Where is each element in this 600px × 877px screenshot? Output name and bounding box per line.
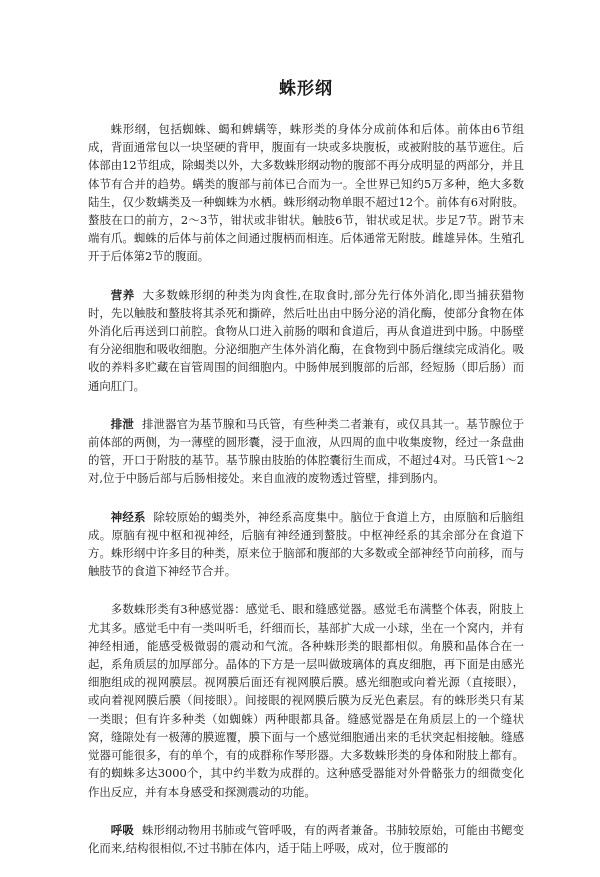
respiration-text: 蛛形纲动物用书肺或气管呼吸，有的两者兼备。书肺较原始，可能由书鳃变化而来,结构很相似,不过书肺在体内，适于陆上呼吸，成对，位于腹部的	[88, 822, 524, 855]
nervous-system-heading: 神经系	[110, 509, 146, 524]
nervous-system-paragraph	[88, 508, 524, 581]
respiration-heading: 呼吸	[110, 822, 134, 837]
nutrition-text: 大多数蛛形纲的种类为肉食性,在取食时,部分先行体外消化,即当捕获猎物时，先以触肢和螯肢将其杀死和撕碎，然后吐出由中肠分泌的消化酶，使部分食物在体外消化后再送到口前腔。食物从口进入前肠的咽和食道后，再从食道进到中肠。中肠壁有分泌细胞和吸收细胞。分泌细胞产生体外消化酶，在食物到中肠后继续完成消化。吸收的养料多贮藏在盲管周围的间细胞内。中肠伸展到腹部的后部，经短肠（即后肠）而通向肛门。	[88, 287, 524, 393]
excretion-paragraph	[88, 415, 524, 488]
nutrition-paragraph	[88, 286, 524, 395]
excretion-text: 排泄器官为基节腺和马氏管，有些种类二者兼有，或仅具其一。基节腺位于前体部的两侧，为一薄壁的圆形囊，浸于血液，从四周的血中收集废物，经过一条盘曲的管，开口于附肢的基节。基节腺由肢胎的体腔囊衍生而成，不超过4对。马氏管1～2对,位于中肠后部与后肠相接处。来自血液的废物透过管壁，排到肠内。	[88, 416, 524, 486]
excretion-heading: 排泄	[110, 416, 134, 431]
nervous-system-text: 除较原始的蝎类外，神经系高度集中。脑位于食道上方，由原脑和后脑组成。原脑有视中枢和视神经，后脑有神经通到螯肢。中枢神经系的其余部分在食道下方。蛛形纲中许多目的种类，原来位于脑部和腹部的大多数或全部神经节向前移，而与触肢节的食道下神经节合并。	[88, 509, 524, 579]
intro-paragraph	[88, 120, 524, 266]
sensory-text: 多数蛛形类有3种感觉器：感觉毛、眼和缝感觉器。感觉毛布满整个体表，附肢上尤其多。感觉毛中有一类叫听毛，纤细而长，基部扩大成一小球，坐在一个窝内，并有神经相通，能感受极微弱的震动和气流。各种蛛形类的眼都相似。角膜和晶体合在一起，系角质层的加厚部分。晶体的下方是一层叫做玻璃体的真皮细胞，再下面是由感光细胞组成的视网膜层。视网膜后面还有视网膜后膜。感光细胞或向着光源（直接眼），或向着视网膜后膜（间接眼）。间接眼的视网膜后膜为反光色素层。有的蛛形类只有某一类眼；但有许多种类（如蜘蛛）两种眼都具备。缝感觉器是在角质层上的一个缝状窝，缝隙处有一极薄的膜遮覆，膜下面与一个感觉细胞通出来的毛状突起相接触。缝感觉器可能很多，有的单个，有的成群称作琴形器。大多数蛛形类的身体和附肢上都有。有的蜘蛛多达3000个，其中约半数为成群的。这种感受器能对外骨骼张力的细微变化作出反应，并有本身感受和探测震动的功能。	[88, 602, 524, 799]
nutrition-heading: 营养	[110, 287, 135, 302]
page-title: 蛛形纲	[279, 79, 333, 99]
respiration-paragraph	[88, 821, 524, 857]
document-page	[88, 78, 524, 877]
intro-text: 蛛形纲，包括蜘蛛、蝎和蜱螨等，蛛形类的身体分成前体和后体。前体由6节组成，背面通常包以一块坚硬的背甲，腹面有一块或多块腹板，或被附肢的基节遮住。后体部由12节组成，除蝎类以外，大多数蛛形纲动物的腹部不再分成明显的两部分，并且体节有合并的趋势。螨类的腹部与前体已合而为一。全世界已知约5万多种，绝大多数陆生，仅少数螨类及一种蜘蛛为水栖。蛛形纲动物单眼不超过12个。前体有6对附肢。螯肢在口的前方，2～3节，钳状或非钳状。触肢6节，钳状或足状。步足7节。跗节末端有爪。蜘蛛的后体与前体之间通过腹柄而相连。后体通常无附肢。雌雄异体。生殖孔开于后体第2节的腹面。	[88, 122, 524, 264]
sensory-paragraph	[88, 600, 524, 800]
